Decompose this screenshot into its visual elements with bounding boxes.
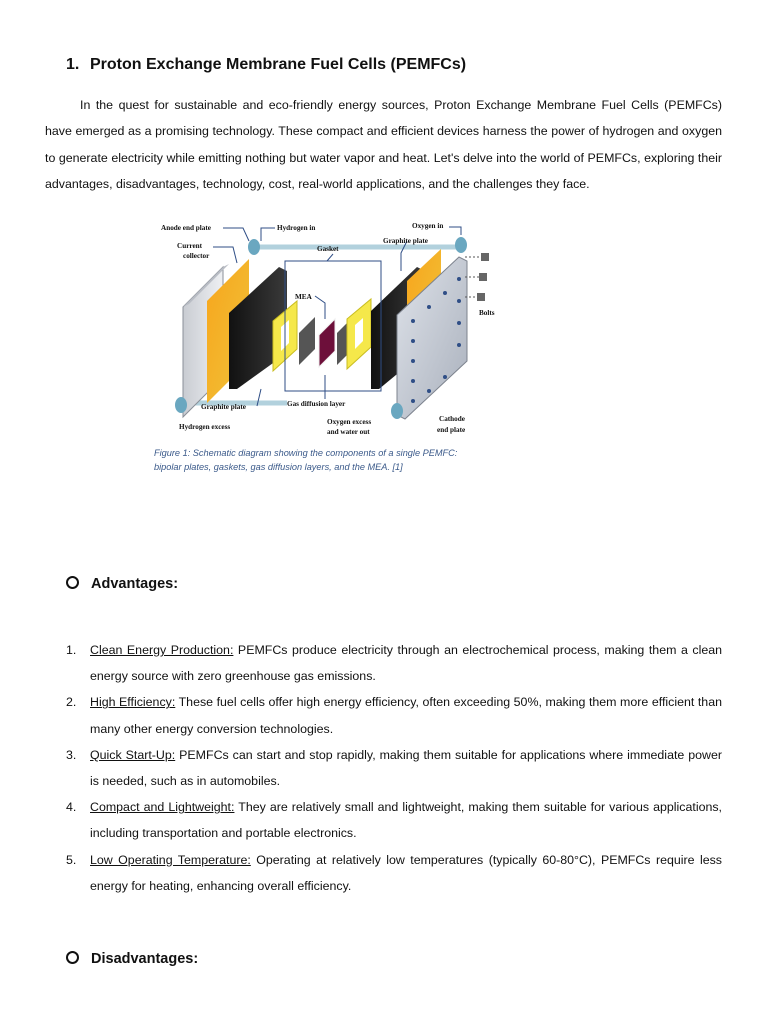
bolts-icon bbox=[465, 253, 489, 301]
item-text: They are relatively small and lightweight, making them suitable for various applications, including transportation and portable electronics. bbox=[90, 800, 722, 841]
section-title: Proton Exchange Membrane Fuel Cells (PEMFCs) bbox=[90, 56, 467, 73]
pemfc-schematic-figure bbox=[157, 211, 503, 443]
oxygen-outlet-port bbox=[391, 403, 403, 419]
item-term: Low Operating Temperature: bbox=[90, 852, 251, 867]
list-item bbox=[66, 689, 722, 741]
label-current-collector-1: Current bbox=[177, 242, 203, 250]
label-mea: MEA bbox=[295, 293, 312, 301]
list-item bbox=[66, 637, 722, 689]
label-hydrogen-excess: Hydrogen excess bbox=[179, 423, 231, 431]
label-bolts: Bolts bbox=[479, 309, 495, 317]
label-oxygen-in: Oxygen in bbox=[412, 222, 444, 230]
advantages-list bbox=[66, 637, 722, 899]
label-gas-diffusion-layer: Gas diffusion layer bbox=[287, 400, 346, 408]
figure-caption-line-1: Figure 1: Schematic diagram showing the components of a single PEMFC: bbox=[154, 448, 458, 458]
label-oxygen-excess-2: and water out bbox=[327, 428, 370, 436]
advantages-title: Advantages: bbox=[91, 576, 179, 592]
item-term: High Efficiency: bbox=[90, 695, 176, 710]
circle-bullet-icon bbox=[66, 951, 79, 964]
mea bbox=[319, 319, 335, 367]
item-term: Quick Start-Up: bbox=[90, 747, 176, 762]
intro-paragraph: In the quest for sustainable and eco-friendly energy sources, Proton Exchange Membrane Fuel Cells (PEMFCs) have emerged as a promising technology. These compact and efficient devices harness the power of hydrogen and oxygen to generate electricity while emitting nothing but water vapor and heat. Let's delve into the world of PEMFCs, exploring their advantages, disadvantages, technology, cost, real-world applications, and the challenges they face. bbox=[45, 98, 722, 192]
item-number: 5. bbox=[66, 852, 77, 867]
disadvantages-heading bbox=[66, 951, 198, 967]
label-graphite-plate-top: Graphite plate bbox=[383, 237, 428, 245]
item-text: PEMFCs produce electricity through an electrochemical process, making them a clean energy source with zero greenhouse gas emissions. bbox=[90, 643, 722, 684]
item-number: 1. bbox=[66, 643, 77, 657]
list-item bbox=[66, 794, 722, 846]
disadvantages-title: Disadvantages: bbox=[91, 951, 199, 967]
label-oxygen-excess-1: Oxygen excess bbox=[327, 418, 372, 426]
oxygen-inlet-port bbox=[455, 237, 467, 253]
section-heading bbox=[66, 56, 466, 74]
label-current-collector-2: collector bbox=[183, 252, 210, 260]
item-number: 3. bbox=[66, 747, 77, 762]
label-cathode-end-plate-2: end plate bbox=[437, 426, 466, 434]
figure-caption bbox=[154, 446, 514, 474]
section-number: 1. bbox=[66, 56, 80, 73]
item-number: 4. bbox=[66, 800, 77, 815]
label-cathode-end-plate-1: Cathode bbox=[439, 415, 465, 423]
item-text: These fuel cells offer high energy efficiency, often exceeding 50%, making them more efficient than many other energy conversion technologies. bbox=[90, 695, 722, 736]
item-text: PEMFCs can start and stop rapidly, making them suitable for applications where immediate power is needed, such as in automobiles. bbox=[90, 747, 722, 789]
label-graphite-plate-bottom: Graphite plate bbox=[201, 403, 246, 411]
circle-bullet-icon bbox=[66, 576, 79, 589]
list-item bbox=[66, 847, 722, 899]
advantages-heading bbox=[66, 576, 178, 592]
item-number: 2. bbox=[66, 695, 77, 710]
gas-diffusion-layer-anode bbox=[299, 317, 315, 365]
hydrogen-outlet-port bbox=[175, 397, 187, 413]
label-hydrogen-in: Hydrogen in bbox=[277, 224, 316, 232]
item-text: Operating at relatively low temperatures (typically 60-80°C), PEMFCs require less energy for heating, enhancing overall efficiency. bbox=[90, 852, 722, 893]
label-anode-end-plate: Anode end plate bbox=[161, 224, 211, 232]
figure-caption-line-2: bipolar plates, gaskets, gas diffusion layers, and the MEA. [1] bbox=[154, 462, 403, 472]
hydrogen-inlet-port bbox=[248, 239, 260, 255]
label-gasket: Gasket bbox=[317, 245, 339, 253]
list-item bbox=[66, 742, 722, 794]
item-term: Clean Energy Production: bbox=[90, 643, 234, 657]
item-term: Compact and Lightweight: bbox=[90, 800, 235, 815]
